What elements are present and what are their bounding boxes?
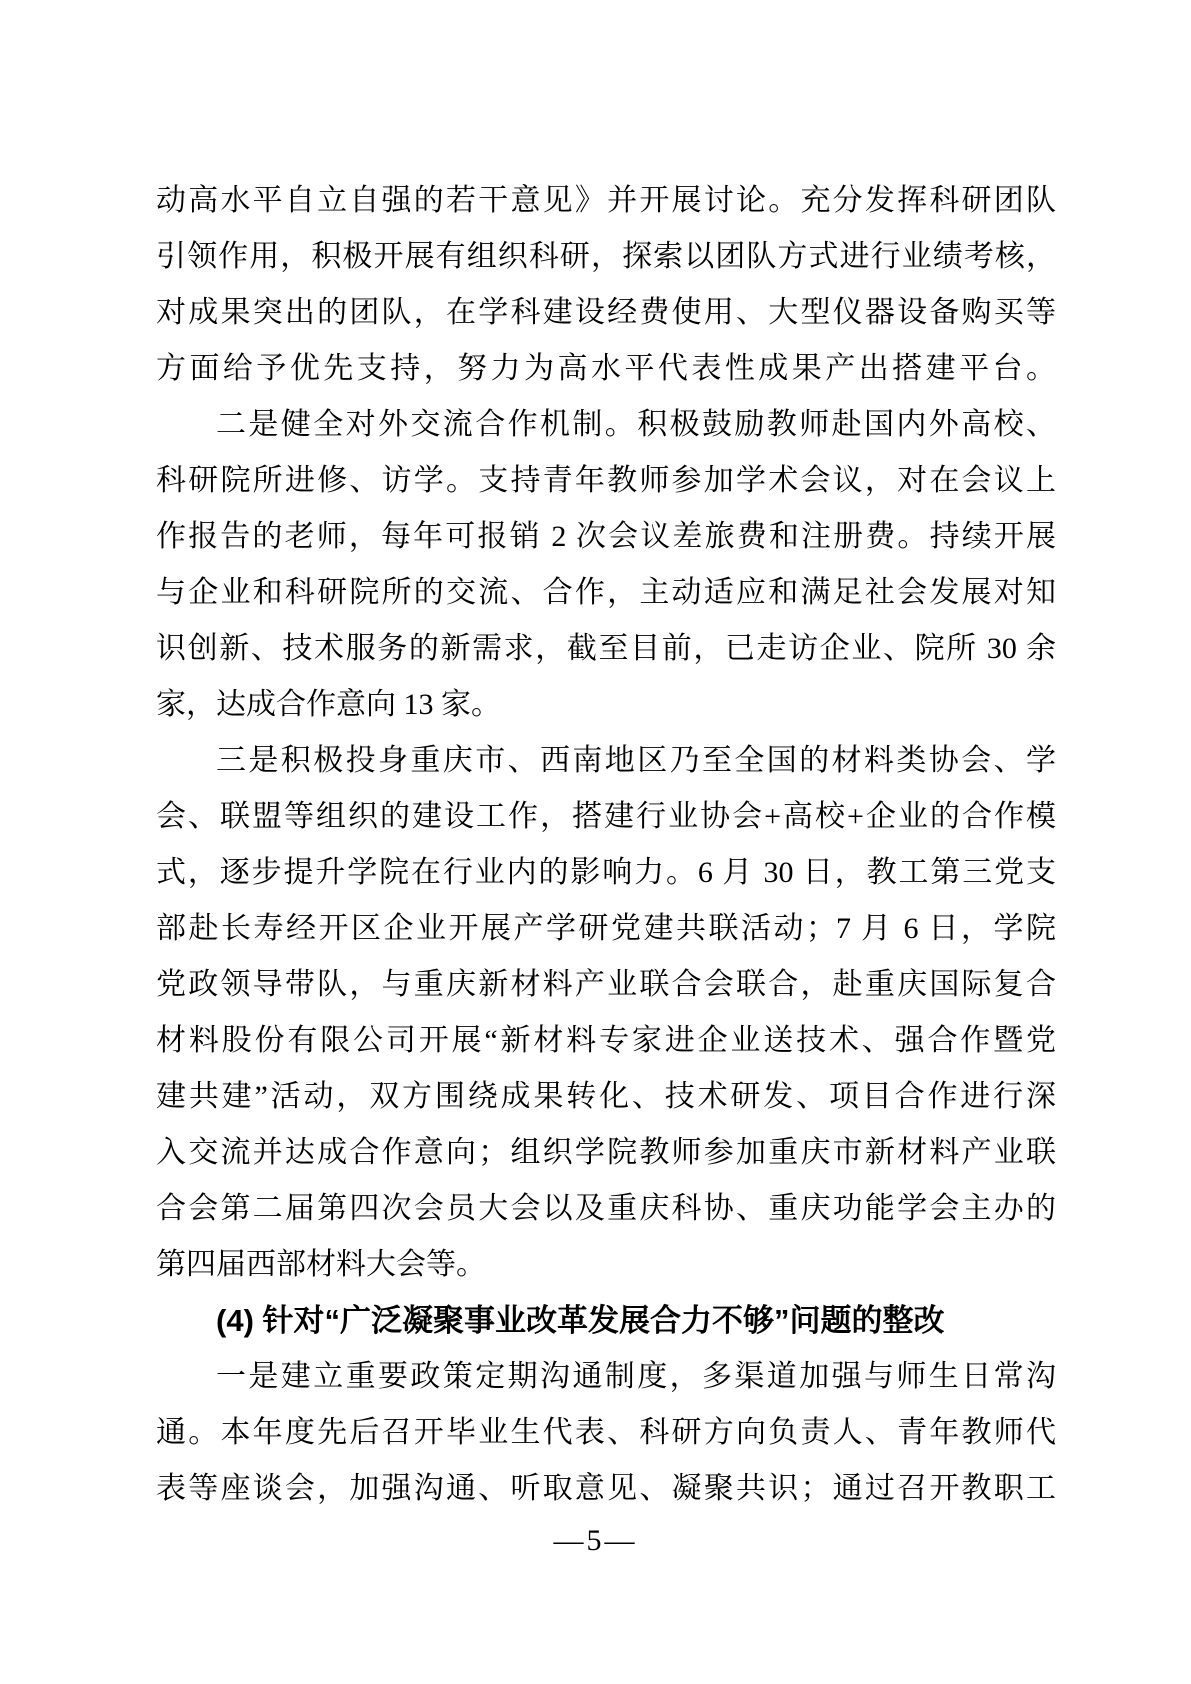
text-line: 三是积极投身重庆市、西南地区乃至全国的材料类协会、学 (216, 744, 1056, 777)
document-body (156, 173, 1056, 1517)
text-line: 会、联盟等组织的建设工作，搭建行业协会+高校+企业的合作模 (156, 800, 1056, 833)
page-number: —5— (553, 1524, 638, 1557)
text-line: 式，逐步提升学院在行业内的影响力。6 月 30 日，教工第三党支 (156, 856, 1056, 889)
text-line: 合会第二届第四次会员大会以及重庆科协、重庆功能学会主办的 (156, 1192, 1056, 1225)
text-line: 材料股份有限公司开展“新材料专家进企业送技术、强合作暨党 (156, 1024, 1056, 1057)
text-line: 与企业和科研院所的交流、合作，主动适应和满足社会发展对知 (156, 576, 1056, 609)
text-line: 建共建”活动，双方围绕成果转化、技术研发、项目合作进行深 (156, 1080, 1056, 1113)
text-line: 表等座谈会，加强沟通、听取意见、凝聚共识；通过召开教职工 (156, 1472, 1056, 1505)
text-line: 一是建立重要政策定期沟通制度，多渠道加强与师生日常沟 (216, 1360, 1056, 1393)
text-line: 党政领导带队，与重庆新材料产业联合会联合，赴重庆国际复合 (156, 968, 1056, 1001)
text-line: 部赴长寿经开区企业开展产学研党建共联活动；7 月 6 日，学院 (156, 912, 1056, 945)
text-line: 第四届西部材料大会等。 (156, 1248, 486, 1281)
text-line: 识创新、技术服务的新需求，截至目前，已走访企业、院所 30 余 (156, 632, 1056, 665)
text-line: 通。本年度先后召开毕业生代表、科研方向负责人、青年教师代 (156, 1416, 1056, 1449)
text-line: 作报告的老师，每年可报销 2 次会议差旅费和注册费。持续开展 (156, 520, 1056, 553)
text-line: 家，达成合作意向 13 家。 (156, 688, 501, 721)
text-line: 引领作用，积极开展有组织科研，探索以团队方式进行业绩考核， (156, 240, 1056, 273)
text-line: 入交流并达成合作意向；组织学院教师参加重庆市新材料产业联 (156, 1136, 1056, 1169)
text-line: 动高水平自立自强的若干意见》并开展讨论。充分发挥科研团队 (156, 184, 1056, 217)
text-line: 方面给予优先支持，努力为高水平代表性成果产出搭建平台。 (156, 352, 1056, 385)
text-line: 二是健全对外交流合作机制。积极鼓励教师赴国内外高校、 (216, 408, 1056, 441)
section-heading: (4) 针对“广泛凝聚事业改革发展合力不够”问题的整改 (216, 1303, 945, 1338)
text-line: 对成果突出的团队，在学科建设经费使用、大型仪器设备购买等 (156, 296, 1056, 329)
text-line: 科研院所进修、访学。支持青年教师参加学术会议，对在会议上 (156, 464, 1056, 497)
